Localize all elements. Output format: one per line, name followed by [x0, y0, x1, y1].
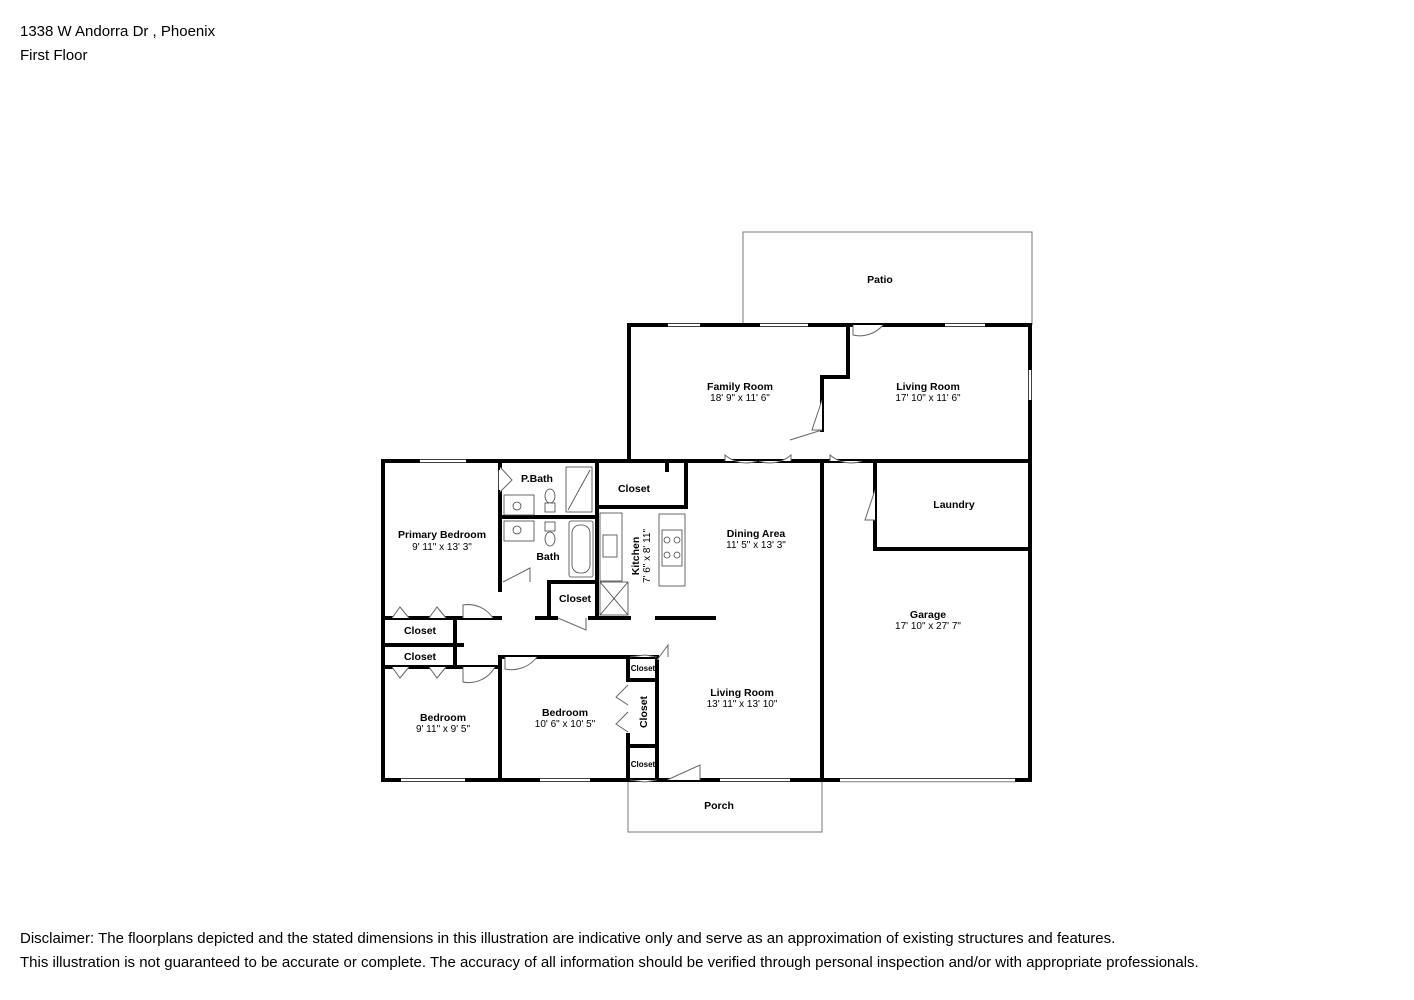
closet-kitchen-label: Closet	[558, 593, 592, 605]
patio-label: Patio	[867, 274, 893, 286]
primary-bedroom-label: Primary Bedroom	[397, 529, 487, 541]
living-room-rear-dims: 17' 10" x 11' 6"	[895, 393, 961, 404]
property-address: 1338 W Andorra Dr , Phoenix	[20, 23, 216, 40]
kitchen-dims: 7' 6" x 8' 11"	[642, 528, 653, 584]
kitchen-label: Kitchen	[630, 536, 642, 576]
family-room-label: Family Room	[707, 381, 773, 393]
closet-bedroom1-label: Closet	[403, 651, 437, 663]
closet-small-top-label: Closet	[630, 664, 656, 673]
bath-label: Bath	[536, 551, 560, 563]
garage-label: Garage	[909, 609, 947, 621]
closet-small-bottom-label: Closet	[630, 760, 656, 769]
living-room-front-dims: 13' 11" x 13' 10"	[706, 699, 778, 710]
dining-area-label: Dining Area	[726, 528, 786, 540]
bedroom-2-dims: 10' 6" x 10' 5"	[534, 719, 596, 730]
pbath-label: P.Bath	[521, 473, 553, 485]
bedroom-1-label: Bedroom	[419, 712, 467, 724]
bedroom-1-dims: 9' 11" x 9' 5"	[415, 724, 471, 735]
porch-label: Porch	[704, 800, 734, 812]
living-room-front-label: Living Room	[710, 687, 774, 699]
family-room-dims: 18' 9" x 11' 6"	[710, 393, 770, 404]
dining-area-dims: 11' 5" x 13' 3"	[726, 540, 786, 551]
primary-bedroom-dims: 9' 11" x 13' 3"	[412, 542, 472, 553]
laundry-label: Laundry	[933, 499, 975, 511]
closet-vertical-label: Closet	[638, 695, 650, 729]
closet-primary-label: Closet	[403, 625, 437, 637]
garage-dims: 17' 10" x 27' 7"	[895, 621, 961, 632]
living-room-rear-label: Living Room	[896, 381, 960, 393]
floor-label: First Floor	[20, 47, 88, 64]
fixtures	[504, 467, 685, 615]
bedroom-2-label: Bedroom	[541, 707, 589, 719]
disclaimer-line-2: This illustration is not guaranteed to be accurate or complete. The accuracy of all information should be verified through personal inspection and/or with appropriate professionals.	[20, 954, 1199, 971]
closet-hall-label: Closet	[617, 483, 651, 495]
disclaimer-line-1: Disclaimer: The floorplans depicted and the stated dimensions in this illustration are indicative only and serve as an approximation of existing structures and features.	[20, 930, 1116, 947]
